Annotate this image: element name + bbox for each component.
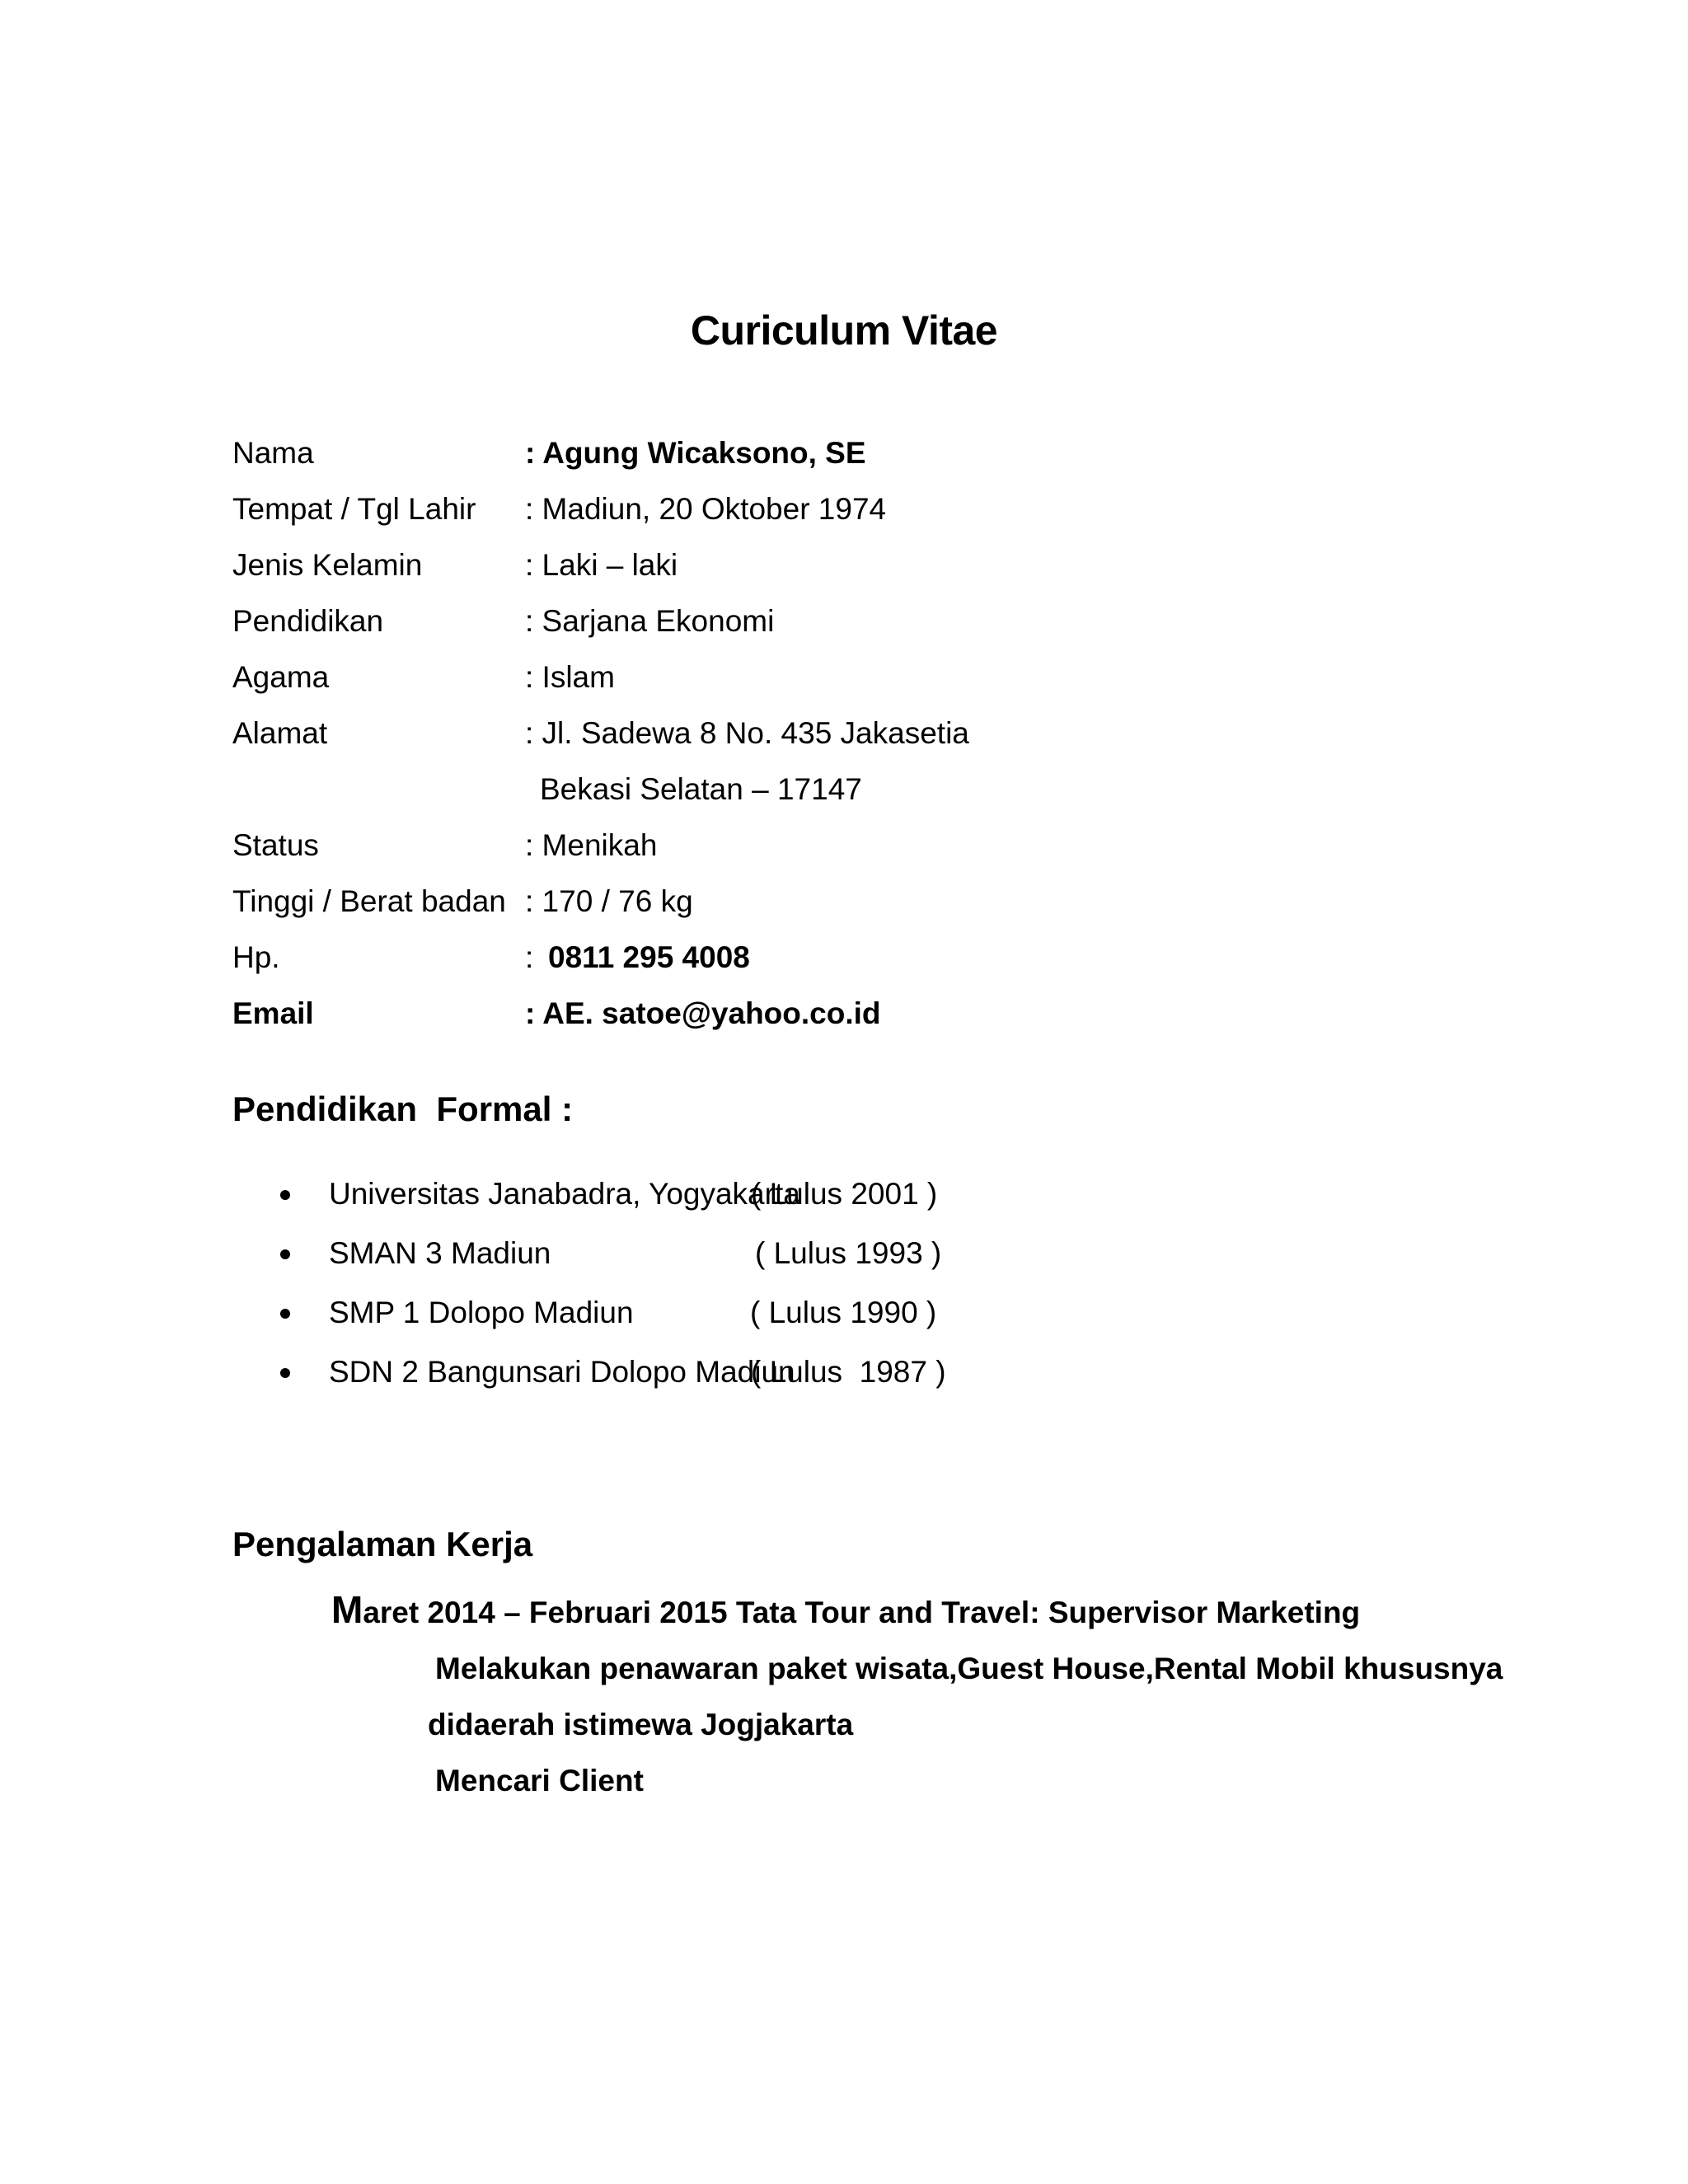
document-title: Curiculum Vitae: [690, 307, 998, 354]
field-jenis-kelamin: [232, 545, 1469, 586]
field-value: : Menikah: [525, 828, 658, 862]
education-year: ( Lulus 1990 ): [750, 1296, 937, 1329]
field-value: Bekasi Selatan – 17147: [540, 772, 862, 806]
education-school: SMP 1 Dolopo Madiun: [329, 1296, 634, 1329]
field-value: : 170 / 76 kg: [525, 884, 693, 918]
field-value: : Islam: [525, 660, 615, 694]
field-label: Jenis Kelamin: [232, 548, 423, 582]
bullet-icon: [280, 1190, 290, 1200]
education-heading: Pendidikan Formal :: [232, 1090, 574, 1128]
list-item: [280, 1174, 1269, 1215]
field-hp: [232, 937, 1469, 978]
field-label: Email: [232, 996, 314, 1030]
field-label: Hp.: [232, 940, 280, 974]
field-label: Pendidikan: [232, 604, 384, 638]
job-title-initial: M: [331, 1588, 363, 1631]
bullet-icon: [280, 1309, 290, 1319]
education-school: SMAN 3 Madiun: [329, 1236, 551, 1270]
bullet-icon: [280, 1249, 290, 1259]
field-value: : Laki – laki: [525, 548, 678, 582]
bullet-icon: [280, 1368, 290, 1378]
field-label: Tinggi / Berat badan: [232, 884, 506, 918]
field-value: : Agung Wicaksono, SE: [525, 436, 866, 470]
job-duty-line: didaerah istimewa Jogjakarta: [428, 1708, 854, 1741]
job-title-rest: aret 2014 – Februari 2015 Tata Tour and Travel: Supervisor Marketing: [363, 1596, 1361, 1629]
education-year: ( Lulus 1987 ): [751, 1355, 946, 1389]
field-label: Status: [232, 828, 319, 862]
experience-heading: Pengalaman Kerja: [232, 1525, 533, 1563]
field-nama: [232, 433, 1469, 474]
field-colon: :: [525, 940, 534, 974]
field-pendidikan: [232, 601, 1469, 642]
field-tinggi-berat: [232, 881, 1469, 922]
field-value: : Jl. Sadewa 8 No. 435 Jakasetia: [525, 716, 969, 750]
field-email: [232, 993, 1469, 1034]
job-duty-line: Mencari Client: [435, 1764, 644, 1797]
job-duty-line: Melakukan penawaran paket wisata,Guest House,Rental Mobil khususnya: [435, 1652, 1503, 1685]
field-alamat: [232, 713, 1469, 754]
field-agama: [232, 657, 1469, 698]
list-item: [280, 1292, 1269, 1333]
education-school: SDN 2 Bangunsari Dolopo Madiun: [329, 1355, 795, 1389]
field-value: : Madiun, 20 Oktober 1974: [525, 492, 887, 526]
field-label: Nama: [232, 436, 314, 470]
field-status: [232, 825, 1469, 866]
field-label: Alamat: [232, 716, 328, 750]
education-year: ( Lulus 2001 ): [751, 1177, 938, 1211]
job-title: [331, 1586, 1360, 1636]
field-value: 0811 295 4008: [548, 940, 750, 974]
field-label: Tempat / Tgl Lahir: [232, 492, 476, 526]
field-label: Agama: [232, 660, 330, 694]
education-school: Universitas Janabadra, Yogyakarta: [329, 1177, 800, 1211]
field-alamat-line2: [232, 769, 1469, 810]
education-year: ( Lulus 1993 ): [755, 1236, 942, 1270]
field-tempat-tgl-lahir: [232, 489, 1469, 530]
list-item: [280, 1352, 1269, 1393]
list-item: [280, 1233, 1269, 1274]
field-value: : Sarjana Ekonomi: [525, 604, 775, 638]
field-value: : AE. satoe@yahoo.co.id: [525, 996, 881, 1030]
